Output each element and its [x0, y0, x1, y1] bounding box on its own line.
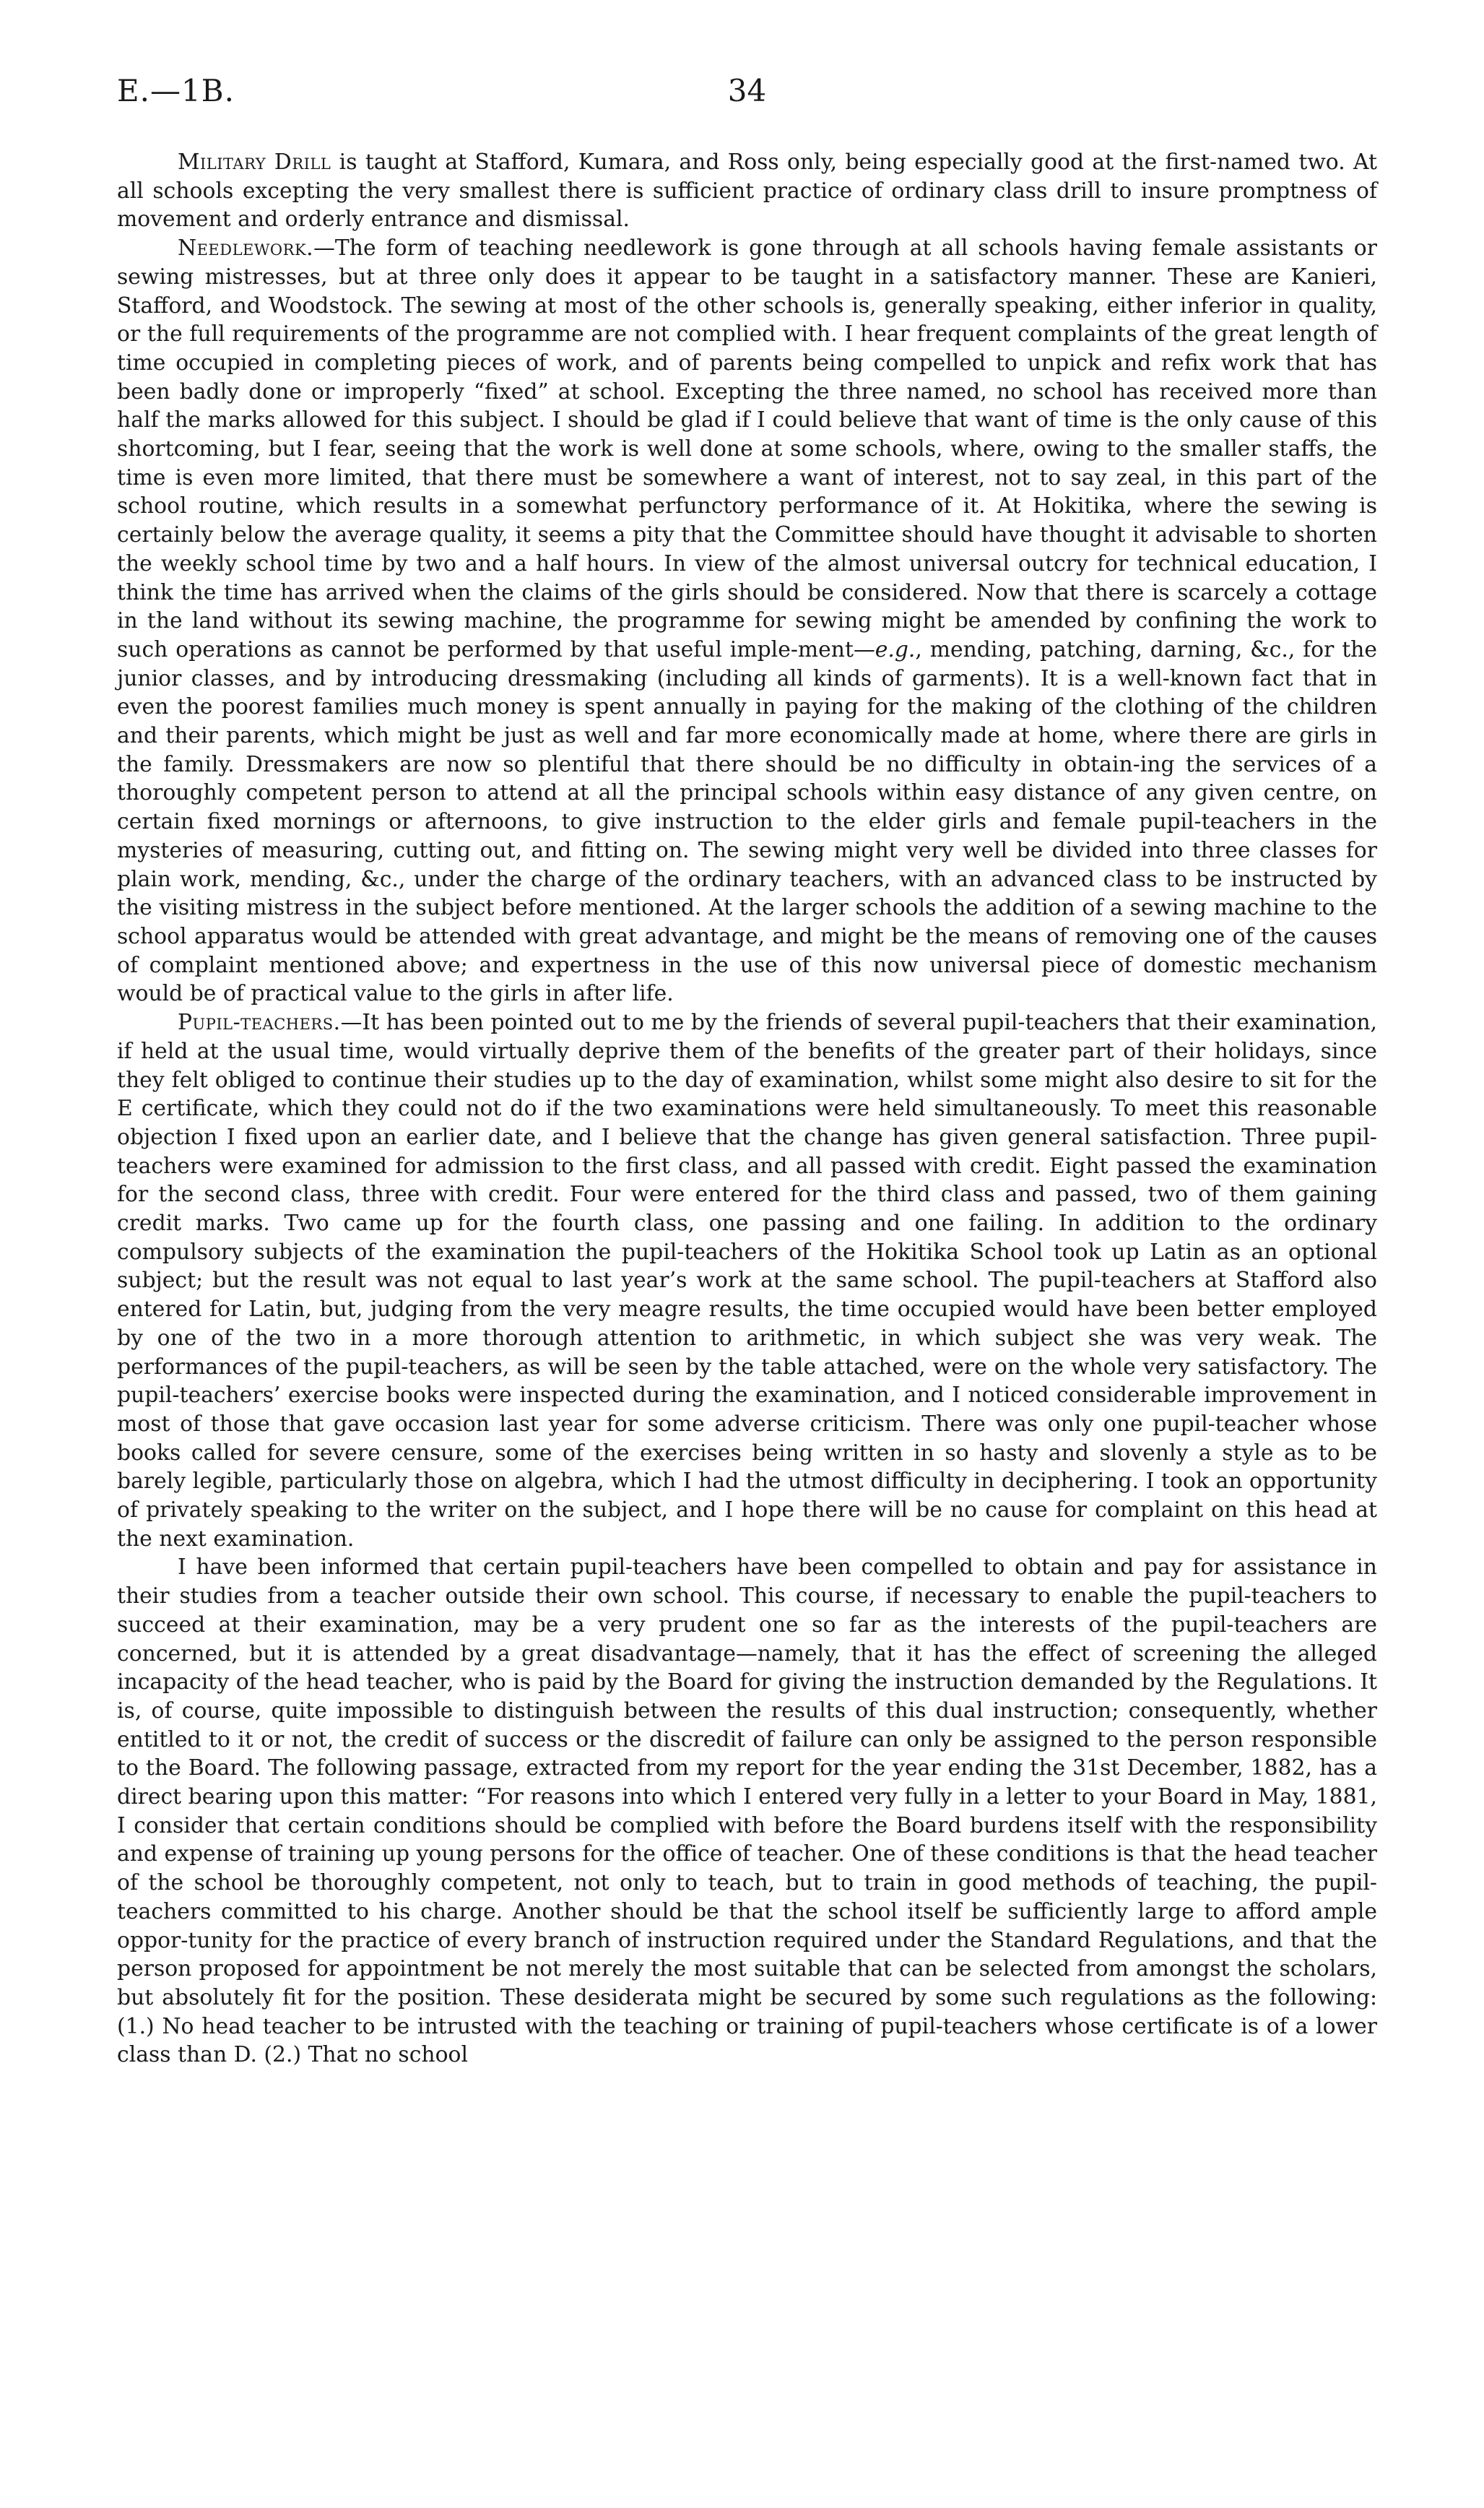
paragraph-text: —It has been pointed out to me by the friends of several pupil-teachers that their examination, if held at the usual time, would virtually deprive them of the benefits of the greater part of their holidays, since they felt obliged to continue their studies up to the day of examination, whilst some might also desire to sit for the E certificate, which they could not do if the two examinations were held simultaneously. To meet this reasonable objection I fixed upon an earlier date, and I believe that the change has given general satisfaction. Three pupil-teachers were examined for admission to the first class, and all passed with credit. Eight passed the examination for the second class, three with credit. Four were entered for the third class and passed, two of them gaining credit marks. Two came up for the fourth class, one passing and one failing. In addition to the ordinary compulsory subjects of the examination the pupil-teachers of the Hokitika School took up Latin as an optional subject; but the result was not equal to last year’s work at the same school. The pupil-teachers at Stafford also entered for Latin, but, judging from the very meagre results, the time occupied would have been better employed by one of the two in a more thorough attention to arithmetic, in which subject she was very weak. The performances of the pupil-teachers, as will be seen by the table attached, were on the whole very satisfactory. The pupil-teachers’ exercise books were inspected during the examination, and I noticed considerable improvement in most of those that gave occasion last year for some adverse criticism. There was only one pupil-teacher whose books called for severe censure, some of the exercises being written in so hasty and slovenly a style as to be barely legible, particularly those on algebra, which I had the utmost difficulty in deciphering. I took an opportunity of privately speaking to the writer on the subject, and I hope there will be no cause for complaint on this head at the next examination.: [117, 1010, 1377, 1552]
paragraph-outside-assistance: [117, 1553, 1377, 2070]
section-reference: E.—1B.: [117, 73, 235, 108]
page-header: [117, 69, 1377, 113]
paragraph-text-continued: , mending, patching, darning, &c., for the junior classes, and by introducing dressmaking (including all kinds of garments). It is a well-known fact that in even the poorest families much money is spent annually in paying for the making of the clothing of the children and their parents, which might be just as well and far more economically made at home, where there are girls in the family. Dressmakers are now so plentiful that there should be no difficulty in obtain-ing the services of a thoroughly competent person to attend at all the principal schools within easy distance of any given centre, on certain fixed mornings or afternoons, to give instruction to the elder girls and female pupil-teachers in the mysteries of measuring, cutting out, and fitting on. The sewing might very well be divided into three classes for plain work, mending, &c., under the charge of the ordinary teachers, with an advanced class to be instructed by the visiting mistress in the subject before mentioned. At the larger schools the addition of a sewing machine to the school apparatus would be attended with great advantage, and might be the means of removing one of the causes of complaint mentioned above; and expertness in the use of this now universal piece of domestic mechanism would be of practical value to the girls in after life.: [117, 636, 1377, 1007]
section-heading-military-drill: Military Drill: [178, 150, 331, 175]
body-text: [117, 148, 1377, 2070]
paragraph-military-drill: [117, 148, 1377, 234]
paragraph-text: —The form of teaching needlework is gone through at all schools having female assistants or sewing mistresses, but at three only does it appear to be taught in a satisfactory manner. These are Kanieri, Stafford, and Woodstock. The sewing at most of the other schools is, generally speaking, either inferior in quality, or the full requirements of the programme are not complied with. I hear frequent complaints of the great length of time occupied in completing pieces of work, and of parents being compelled to unpick and refix work that has been badly done or improperly “fixed” at school. Excepting the three named, no school has received more than half the marks allowed for this subject. I should be glad if I could believe that want of time is the only cause of this shortcoming, but I fear, seeing that the work is well done at some schools, where, owing to the smaller staffs, the time is even more limited, that there must be somewhere a want of interest, not to say zeal, in this part of the school routine, which results in a somewhat perfunctory performance of it. At Hokitika, where the sewing is certainly below the average quality, it seems a pity that the Committee should have thought it advisable to shorten the weekly school time by two and a half hours. In view of the almost universal outcry for technical education, I think the time has arrived when the claims of the girls should be considered. Now that there is scarcely a cottage in the land without its sewing machine, the programme for sewing might be amended by confining the work to such operations as cannot be performed by that useful imple-ment—: [117, 235, 1377, 662]
paragraph-pupil-teachers: [117, 1008, 1377, 1553]
italic-text: e.g.: [875, 636, 916, 662]
paragraph-text: I have been informed that certain pupil-teachers have been compelled to obtain and pay for assistance in their studies from a teacher outside their own school. This course, if necessary to enable the pupil-teachers to succeed at their examination, may be a very prudent one so far as the interests of the pupil-teachers are concerned, but it is attended by a great disadvantage—namely, that it has the effect of screening the alleged incapacity of the head teacher, who is paid by the Board for giving the instruction demanded by the Regulations. It is, of course, quite impossible to distinguish between the results of this dual instruction; consequently, whether entitled to it or not, the credit of success or the discredit of failure can only be assigned to the person responsible to the Board. The following passage, extracted from my report for the year ending the 31st December, 1882, has a direct bearing upon this matter: “For reasons into which I entered very fully in a letter to your Board in May, 1881, I consider that certain conditions should be complied with before the Board burdens itself with the responsibility and expense of training up young persons for the office of teacher. One of these conditions is that the head teacher of the school be thoroughly competent, not only to teach, but to train in good methods of teaching, the pupil-teachers committed to his charge. Another should be that the school itself be sufficiently large to afford ample oppor-tunity for the practice of every branch of instruction required under the Standard Regulations, and that the person proposed for appointment be not merely the most suitable that can be selected from amongst the scholars, but absolutely fit for the position. These desiderata might be secured by some such regulations as the following: (1.) No head teacher to be intrusted with the teaching or training of pupil-teachers whose certificate is of a lower class than D. (2.) That no school: [117, 1554, 1377, 2068]
paragraph-text: is taught at Stafford, Kumara, and Ross only, being especially good at the first-named two. At all schools excepting the very smallest there is sufficient practice of ordinary class drill to insure promptness of movement and orderly entrance and dismissal.: [117, 150, 1377, 233]
section-heading-pupil-teachers: Pupil-teachers.: [178, 1010, 341, 1036]
section-heading-needlework: Needlework.: [178, 235, 314, 261]
page-number: 34: [727, 73, 767, 108]
paragraph-needlework: [117, 234, 1377, 1008]
